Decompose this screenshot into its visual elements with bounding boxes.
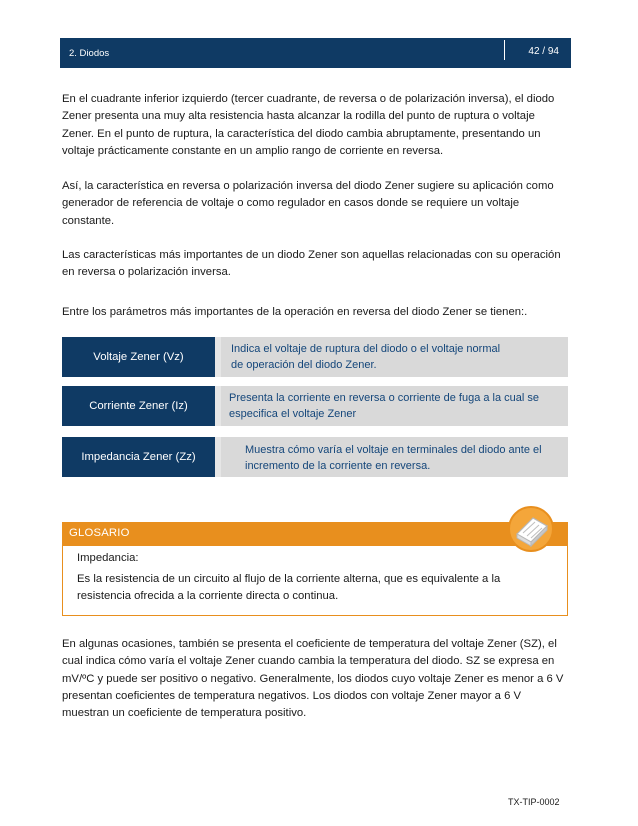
parameter-row-impedance bbox=[62, 437, 568, 477]
dictionary-book-icon bbox=[506, 504, 556, 554]
parameter-description bbox=[221, 437, 568, 477]
parameter-description-line: Indica el voltaje de ruptura del diodo o el voltaje normal bbox=[231, 343, 501, 355]
section-title: 2. Diodos bbox=[69, 48, 110, 59]
parameter-description bbox=[221, 337, 568, 377]
paragraph-third-quadrant: En el cuadrante inferior izquierdo (tercer cuadrante, de reversa o de polarización inversa), el diodo Zener presenta una muy alta resistencia hasta alcanzar la rodilla del punto de ruptura o voltaje Zener. En el punto de ruptura, la característica del diodo cambia abruptamente, presentando un voltaje prácticamente constante en un amplio rango de corriente en reversa. bbox=[62, 93, 555, 157]
header-divider bbox=[504, 40, 505, 60]
paragraph-important-characteristics: Las características más importantes de un diodo Zener son aquellas relacionadas con su operación en reversa o polarización inversa. bbox=[62, 249, 561, 279]
glossary-box bbox=[62, 522, 568, 616]
parameter-row-voltage bbox=[62, 337, 568, 377]
paragraph-parameters-intro: Entre los parámetros más importantes de la operación en reversa del diodo Zener se tienen:. bbox=[62, 306, 528, 318]
document-code: TX-TIP-0002 bbox=[508, 797, 560, 807]
parameter-description-line: Presenta la corriente en reversa o corriente de fuga a la cual se bbox=[229, 392, 540, 404]
glossary-title: GLOSARIO bbox=[69, 527, 130, 539]
parameter-label: Voltaje Zener (Vz) bbox=[62, 337, 221, 377]
paragraph-reverse-application: Así, la característica en reversa o polarización inversa del diodo Zener sugiere su aplicación como generador de referencia de voltaje o como regulador en casos donde se requiere un voltaje constante. bbox=[62, 180, 554, 227]
page-number: 42 / 94 bbox=[528, 46, 559, 57]
paragraph-temperature-coefficient: En algunas ocasiones, también se presenta el coeficiente de temperatura del voltaje Zener (SZ), el cual indica cómo varía el voltaje Zener cuando cambia la temperatura del diodo. SZ se expresa en mV/ºC y puede ser positivo o negativo. Generalmente, los diodos cuyo voltaje Zener es menor a 6 V presentan coeficientes de temperatura negativos. Los diodos con voltaje Zener mayor a 6 V muestran un coeficiente de temperatura positivo. bbox=[62, 638, 564, 720]
glossary-header bbox=[62, 522, 568, 546]
parameter-description-line: de operación del diodo Zener. bbox=[231, 358, 377, 371]
parameter-description-line: incremento de la corriente en reversa. bbox=[245, 459, 431, 472]
parameter-row-current bbox=[62, 386, 568, 426]
parameter-label: Corriente Zener (Iz) bbox=[62, 386, 221, 426]
parameter-description-line: Muestra cómo varía el voltaje en terminales del diodo ante el bbox=[245, 444, 542, 456]
page-header bbox=[60, 38, 571, 68]
glossary-term: Impedancia: bbox=[77, 552, 139, 564]
glossary-content bbox=[62, 546, 568, 616]
parameter-label: Impedancia Zener (Zz) bbox=[62, 437, 221, 477]
parameter-description bbox=[221, 386, 568, 426]
glossary-definition: Es la resistencia de un circuito al flujo de la corriente alterna, que es equivalente a la resistencia ofrecida a la corriente directa o continua. bbox=[77, 573, 501, 602]
parameter-description-line: especifica el voltaje Zener bbox=[229, 407, 357, 420]
